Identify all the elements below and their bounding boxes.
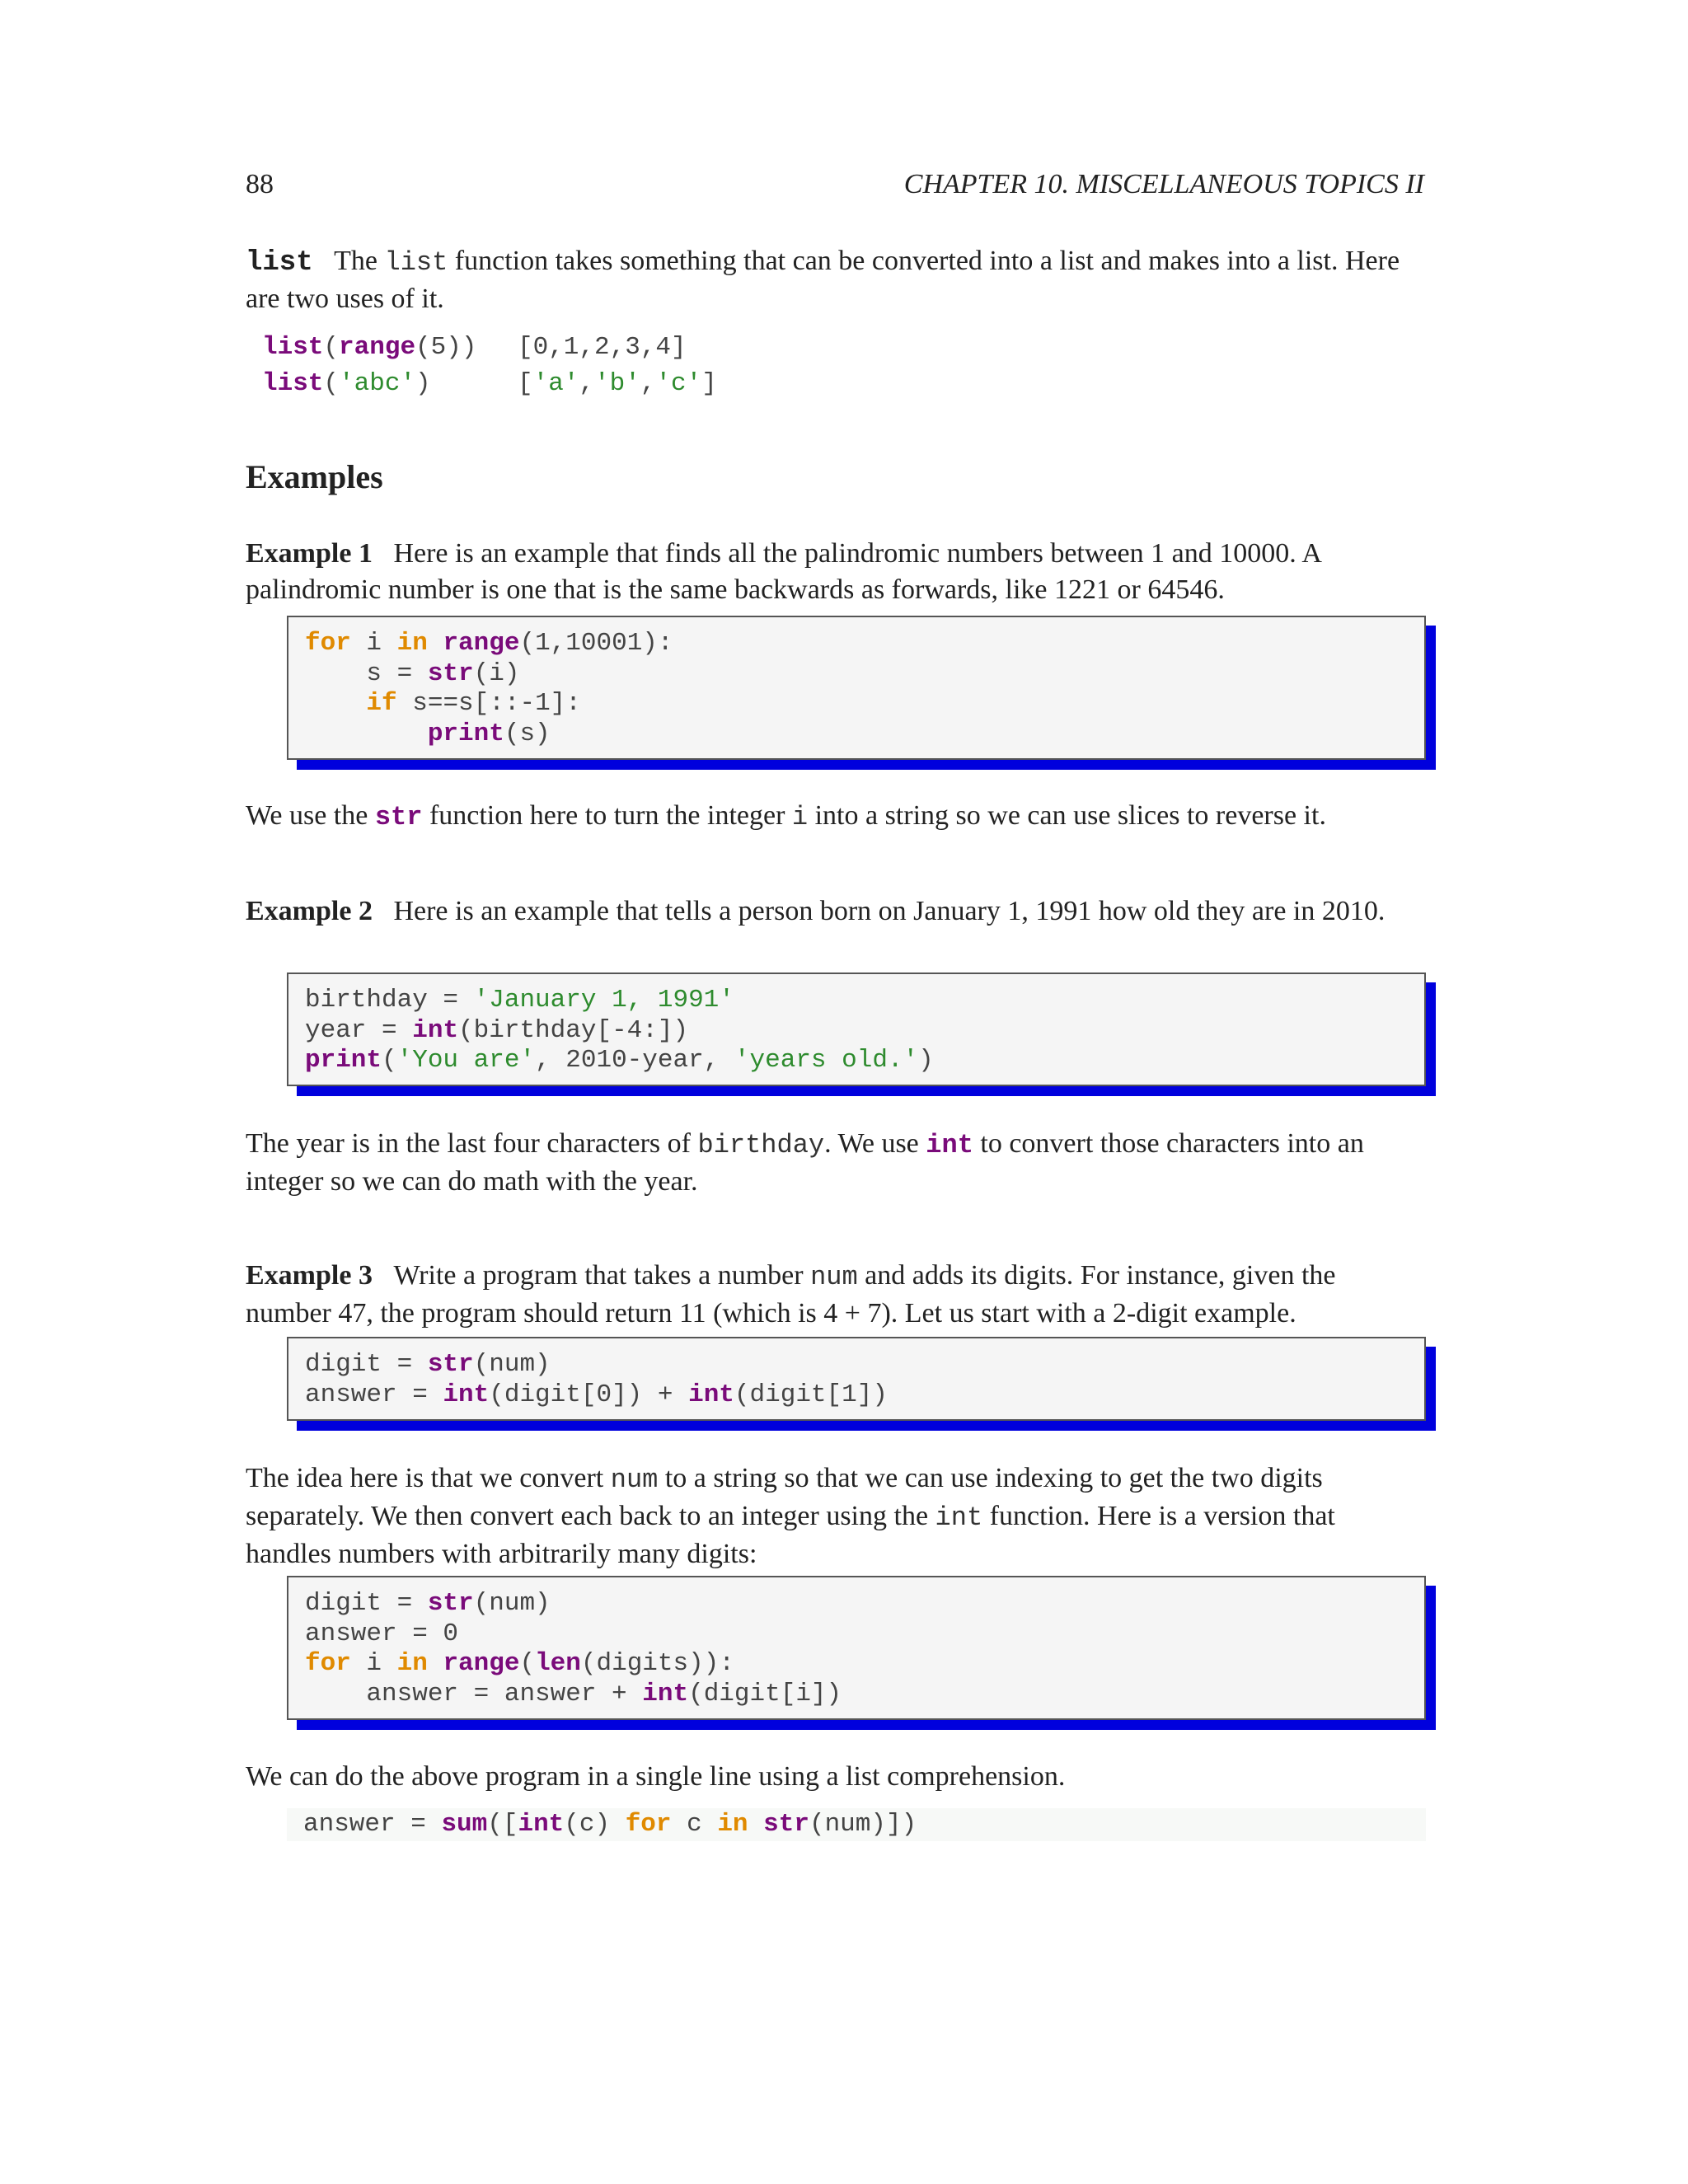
inline-code-int: int <box>935 1502 983 1533</box>
code-token: str <box>427 658 474 688</box>
code-token <box>428 1649 443 1678</box>
definition-text: The <box>334 246 385 276</box>
list-example-result <box>518 333 687 363</box>
code-token <box>428 629 443 658</box>
code-token: 'a' <box>532 369 579 398</box>
code-token: range <box>443 629 520 658</box>
code-token: ( <box>323 369 340 398</box>
code-token: (birthday[-4:]) <box>458 1015 689 1045</box>
code-token: (c) <box>564 1810 626 1839</box>
code-token: i <box>350 629 397 658</box>
text: Write a program that takes a number <box>393 1260 811 1291</box>
example-label: Example 3 <box>246 1260 373 1291</box>
code-token: in <box>396 629 428 658</box>
definition-text-rest: function takes something that can be converted into a list and makes into a list. Here are two uses of it. <box>246 246 1400 314</box>
text: We use the <box>246 800 375 831</box>
code-token: list <box>262 333 324 362</box>
example-1-explanation <box>246 798 1426 836</box>
definition-term: list <box>246 247 313 279</box>
inline-code-str: str <box>374 802 423 832</box>
example-2-explanation <box>246 1126 1426 1200</box>
code-block-example-2 <box>287 972 1426 1086</box>
code-token: int <box>642 1679 689 1708</box>
example-3-closing: We can do the above program in a single line using a list comprehension. <box>246 1761 1066 1792</box>
code-token: digit = <box>305 1589 428 1618</box>
text: The year is in the last four characters of <box>246 1128 698 1159</box>
code-token: digit = <box>305 1350 428 1379</box>
code-token: (1,10001): <box>519 629 673 658</box>
code-line <box>305 719 551 748</box>
code-token: str <box>427 1350 474 1379</box>
code-token: 'You are' <box>396 1046 536 1075</box>
code-token: 'b' <box>594 369 640 398</box>
running-head: CHAPTER 10. MISCELLANEOUS TOPICS II <box>903 169 1424 199</box>
text: . We use <box>824 1128 926 1159</box>
code-line <box>305 1016 688 1045</box>
code-token: (i) <box>473 658 520 688</box>
code-token: int <box>443 1380 490 1409</box>
code-listing <box>305 1350 888 1410</box>
code-token: [0,1,2,3,4] <box>518 333 687 362</box>
text: to convert those characters into an integer so we can do math with the year. <box>246 1128 1364 1197</box>
example-3-intro <box>246 1258 1426 1332</box>
code-line <box>305 1046 934 1075</box>
code-token: answer = answer + <box>305 1679 643 1708</box>
code-token: (digit[i]) <box>688 1679 842 1708</box>
code-token: , 2010-year, <box>535 1046 734 1075</box>
code-token: ([ <box>487 1810 518 1839</box>
code-token: list <box>262 369 324 398</box>
code-token: len <box>535 1649 581 1678</box>
code-token <box>748 1810 764 1839</box>
code-token: range <box>443 1649 520 1678</box>
code-line <box>305 1619 458 1648</box>
code-listing <box>305 629 673 749</box>
code-token: str <box>763 1810 809 1839</box>
code-token: if <box>366 689 397 718</box>
code-token: 'abc' <box>339 369 416 398</box>
code-listing <box>305 986 934 1076</box>
code-token: (digit[0]) + <box>489 1380 689 1409</box>
code-line <box>305 1589 551 1618</box>
code-token: ( <box>382 1046 397 1075</box>
code-token: print <box>427 719 504 748</box>
code-token: 'January 1, 1991' <box>473 986 734 1015</box>
list-example-row <box>262 333 476 363</box>
code-line <box>305 659 519 688</box>
inline-code-list: list <box>384 247 448 278</box>
list-definition <box>246 243 1426 317</box>
code-block-example-1 <box>287 616 1426 760</box>
code-token: s = <box>305 658 428 688</box>
code-token: (digit[1]) <box>734 1380 888 1409</box>
code-token: sum <box>441 1810 488 1839</box>
code-token: ( <box>323 333 340 362</box>
text: function here to turn the integer <box>422 800 792 831</box>
example-2-intro <box>246 893 1426 930</box>
text: to a string so that we can use indexing to get the two digits separately. We then convert each back to an integer using the <box>246 1463 1323 1531</box>
code-line <box>305 689 581 718</box>
example-3-explanation <box>246 1460 1426 1572</box>
code-token: (num) <box>473 1350 551 1379</box>
code-token: for <box>305 629 351 658</box>
code-token: ] <box>701 369 717 398</box>
code-token: answer = <box>305 1380 443 1409</box>
code-token: int <box>518 1810 565 1839</box>
example-text: Here is an example that finds all the palindromic numbers between 1 and 10000. A palindromic number is one that is the same backwards as forwards, like 1221 or 64546. <box>246 538 1320 605</box>
text: function. Here is a version that handles numbers with arbitrarily many digits: <box>246 1501 1335 1569</box>
code-token: ( <box>519 1649 536 1678</box>
code-listing <box>305 1589 842 1709</box>
example-text: Here is an example that tells a person born on January 1, 1991 how old they are in 2010. <box>393 896 1386 926</box>
code-block-example-3b <box>287 1576 1426 1720</box>
code-token: for <box>625 1810 672 1839</box>
code-token: ) <box>415 369 431 398</box>
code-token: s==s[::-1]: <box>396 689 581 718</box>
inline-code-birthday: birthday <box>697 1130 825 1160</box>
text: into a string so we can use slices to reverse it. <box>808 800 1326 831</box>
code-line <box>305 1649 734 1678</box>
inline-code-int: int <box>926 1130 973 1160</box>
code-token: [ <box>518 369 533 398</box>
code-token: i <box>350 1649 397 1678</box>
list-example-result <box>518 369 717 400</box>
code-line <box>305 629 673 658</box>
code-token: in <box>717 1810 748 1839</box>
code-line <box>305 1680 842 1708</box>
code-token: (num) <box>473 1589 551 1618</box>
code-token: 'years old.' <box>734 1046 919 1075</box>
inline-code-num: num <box>610 1465 659 1495</box>
text: and adds its digits. For instance, given the number 47, the program should return 11 (which is 4 + 7). Let us start with a 2-digit example. <box>246 1260 1336 1329</box>
code-block-example-3a <box>287 1337 1426 1421</box>
code-token: in <box>396 1649 428 1678</box>
code-line <box>305 1350 551 1379</box>
code-token: c <box>671 1810 718 1839</box>
example-label: Example 1 <box>246 538 373 569</box>
code-token: (digits)): <box>580 1649 734 1678</box>
code-token: answer = <box>303 1810 442 1839</box>
code-token: str <box>427 1589 474 1618</box>
code-line <box>305 1380 888 1409</box>
code-token: birthday = <box>305 986 474 1015</box>
code-token: (num)]) <box>809 1810 917 1839</box>
code-token: ) <box>918 1046 934 1075</box>
text: The idea here is that we convert <box>246 1463 611 1493</box>
code-token: answer = 0 <box>305 1619 459 1648</box>
list-example-row <box>262 369 431 400</box>
example-1-intro <box>246 536 1426 608</box>
inline-code-num: num <box>810 1262 858 1292</box>
code-oneliner <box>287 1808 1426 1841</box>
code-listing <box>303 1810 917 1840</box>
code-token <box>305 719 428 748</box>
code-token: , <box>579 369 595 398</box>
code-token: int <box>412 1015 459 1045</box>
code-token: print <box>305 1046 382 1075</box>
section-title: Examples <box>246 458 383 495</box>
code-token: 'c' <box>655 369 702 398</box>
code-token: year = <box>305 1015 413 1045</box>
code-line <box>305 986 734 1015</box>
code-token: (5)) <box>415 333 477 362</box>
code-token <box>305 689 366 718</box>
inline-code-i: i <box>791 802 809 832</box>
code-token: for <box>305 1649 351 1678</box>
example-label: Example 2 <box>246 896 373 926</box>
code-token: (s) <box>504 719 551 748</box>
page-number: 88 <box>246 169 274 199</box>
code-token: , <box>640 369 656 398</box>
code-token: range <box>339 333 416 362</box>
code-token: int <box>688 1380 734 1409</box>
